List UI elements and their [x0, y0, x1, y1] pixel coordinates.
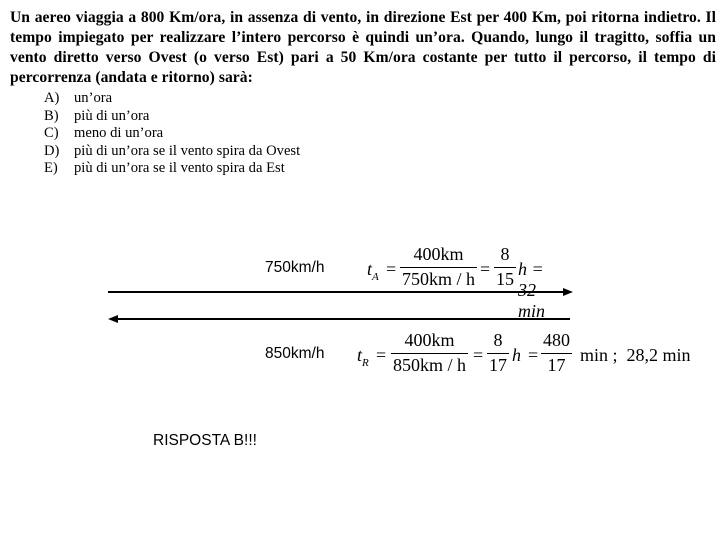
equals-sign: = — [376, 345, 387, 365]
fraction-distance-speed — [400, 244, 477, 290]
option-letter: E) — [44, 160, 58, 176]
time-symbol: $t_A$ — [367, 259, 379, 283]
numerator: 8 — [500, 244, 510, 264]
option-text: meno di un’ora — [74, 125, 164, 141]
fraction-result — [494, 244, 516, 290]
equals-sign: = — [528, 345, 539, 365]
option-letter: B) — [44, 107, 59, 124]
numerator: 8 — [493, 330, 503, 350]
option-text: più di un’ora se il vento spira da Ovest — [74, 142, 301, 159]
answer-text: RISPOSTA B!!! — [153, 432, 257, 449]
equals-sign: = — [386, 259, 397, 279]
denominator: 850km / h — [393, 355, 467, 375]
numerator: 400km — [404, 330, 455, 350]
time-symbol: $t_R$ — [357, 345, 369, 369]
outbound-speed-label: 750km/h — [265, 259, 325, 276]
option-text: più di un’ora se il vento spira da Est — [74, 160, 285, 176]
result-text: min ; 28,2 min — [580, 345, 691, 365]
return-speed-label: 850km/h — [265, 345, 325, 362]
denominator: 750km / h — [402, 269, 476, 289]
numerator: 480 — [543, 330, 570, 350]
fraction-minutes — [541, 330, 572, 376]
denominator: 17 — [547, 355, 566, 375]
left-arrow — [108, 315, 570, 323]
numerator: 400km — [413, 244, 464, 264]
fraction-result — [487, 330, 509, 376]
option-text: un’ora — [74, 90, 113, 106]
option-text: più di un’ora — [74, 107, 150, 124]
denominator: 15 — [496, 269, 514, 289]
equals-sign: = — [473, 345, 484, 365]
denominator: 17 — [489, 355, 507, 375]
question-text: Un aereo viaggia a 800 Km/ora, in assenza di vento, in direzione Est per 400 Km, poi ritorna indietro. Il tempo impiegato per realizzare l’intero percorso è quindi un’ora. Quando, lungo il tragitto, soffia un vento diretto verso Ovest (o verso Est) pari a 50 Km/ora costante per tutto il percorso, il tempo di percorrenza (andata e ritorno) sarà: — [10, 9, 716, 86]
option-letter: A) — [44, 90, 60, 106]
option-letter: C) — [44, 125, 59, 141]
option-letter: D) — [44, 142, 60, 159]
fraction-distance-speed — [391, 330, 468, 376]
hour-symbol: h — [512, 345, 521, 365]
result-text: h = 32 min — [518, 259, 545, 321]
equals-sign: = — [480, 259, 491, 279]
